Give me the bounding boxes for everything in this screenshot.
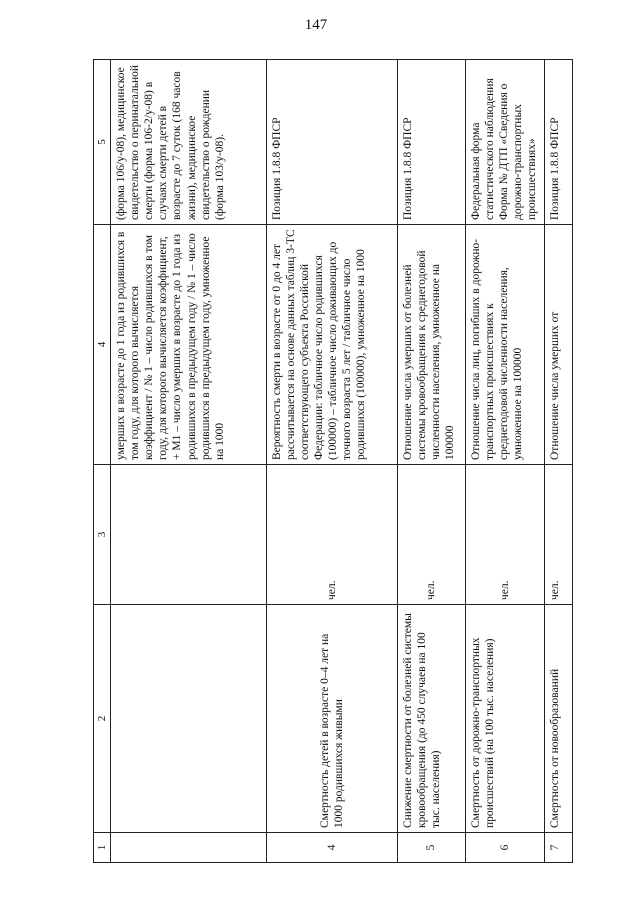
- indicator-name: Смертность от новообразований: [545, 605, 573, 833]
- header-cell: 4: [94, 225, 111, 465]
- row-number: 6: [466, 833, 545, 863]
- source-cell: Позиция 1.8.8 ФПСР: [545, 60, 573, 225]
- method-cell: Отношение числа лиц, погибших в дорожно-транспортных происшествиях к среднегодовой численности населения, умноженное на 100000: [466, 225, 545, 465]
- rotated-table-area: [93, 60, 573, 863]
- unit-cell: чел.: [397, 465, 466, 605]
- indicator-name: Снижение смертности от болезней системы кровообращения (до 450 случаев на 100 тыс. населения): [397, 605, 466, 833]
- row-number: [111, 833, 267, 863]
- header-cell: 3: [94, 465, 111, 605]
- row-number: 7: [545, 833, 573, 863]
- method-cell: умерших в возрасте до 1 года из родившихся в том году, для которого вычисляется коэффициент / № 1 – число родившихся в том году, для которого вычисляется коэффициент, + M1 – число умерших в возрасте до 1 года из родившихся в предыдущем году / № 1 – число родившихся в предыдущем году, умноженное на 1000: [111, 225, 267, 465]
- header-cell: 2: [94, 605, 111, 833]
- unit-cell: чел.: [267, 465, 397, 605]
- header-cell: 5: [94, 60, 111, 225]
- unit-cell: чел.: [545, 465, 573, 605]
- table-header-row: [94, 60, 111, 863]
- indicators-table: [93, 59, 573, 863]
- source-cell: Федеральная форма статистического наблюдения Форма № ДТП «Сведения о дорожно-транспортных происшествиях»: [466, 60, 545, 225]
- method-cell: Отношение числа умерших от болезней системы кровообращения к среднегодовой численности населения, умноженное на 100000: [397, 225, 466, 465]
- table-row: [397, 60, 466, 863]
- unit-cell: чел.: [466, 465, 545, 605]
- source-cell: Позиция 1.8.8 ФПСР: [397, 60, 466, 225]
- source-cell: Позиция 1.8.8 ФПСР: [267, 60, 397, 225]
- indicator-name: Смертность детей в возрасте 0–4 лет на 1000 родившихся живыми: [267, 605, 397, 833]
- row-number: 4: [267, 833, 397, 863]
- table-row: [466, 60, 545, 863]
- header-cell: 1: [94, 833, 111, 863]
- method-cell: Вероятность смерти в возрасте от 0 до 4 лет рассчитывается на основе данных таблиц 3-ТС соответствующего субъекта Российской Федерации: табличное число родившихся (100000) – табличное число доживающих до точного возраста 5 лет / табличное число родившихся (100000), умноженное на 1000: [267, 225, 397, 465]
- indicator-name: Смертность от дорожно-транспортных происшествий (на 100 тыс. населения): [466, 605, 545, 833]
- row-number: 5: [397, 833, 466, 863]
- unit-cell: [111, 465, 267, 605]
- method-cell: Отношение числа умерших от: [545, 225, 573, 465]
- page-number: 147: [304, 17, 328, 33]
- indicator-name: [111, 605, 267, 833]
- table-row: [545, 60, 573, 863]
- table-row: [267, 60, 397, 863]
- table-row: [111, 60, 267, 863]
- source-cell: (форма 106/у-08), медицинское свидетельство о перинатальной смерти (форма 106-2/у-08) в случаях смерти детей в возрасте до 7 суток (168 часов жизни), медицинское свидетельство о рождении (форма 103/у-08).: [111, 60, 267, 225]
- table-rotator: [93, 60, 573, 863]
